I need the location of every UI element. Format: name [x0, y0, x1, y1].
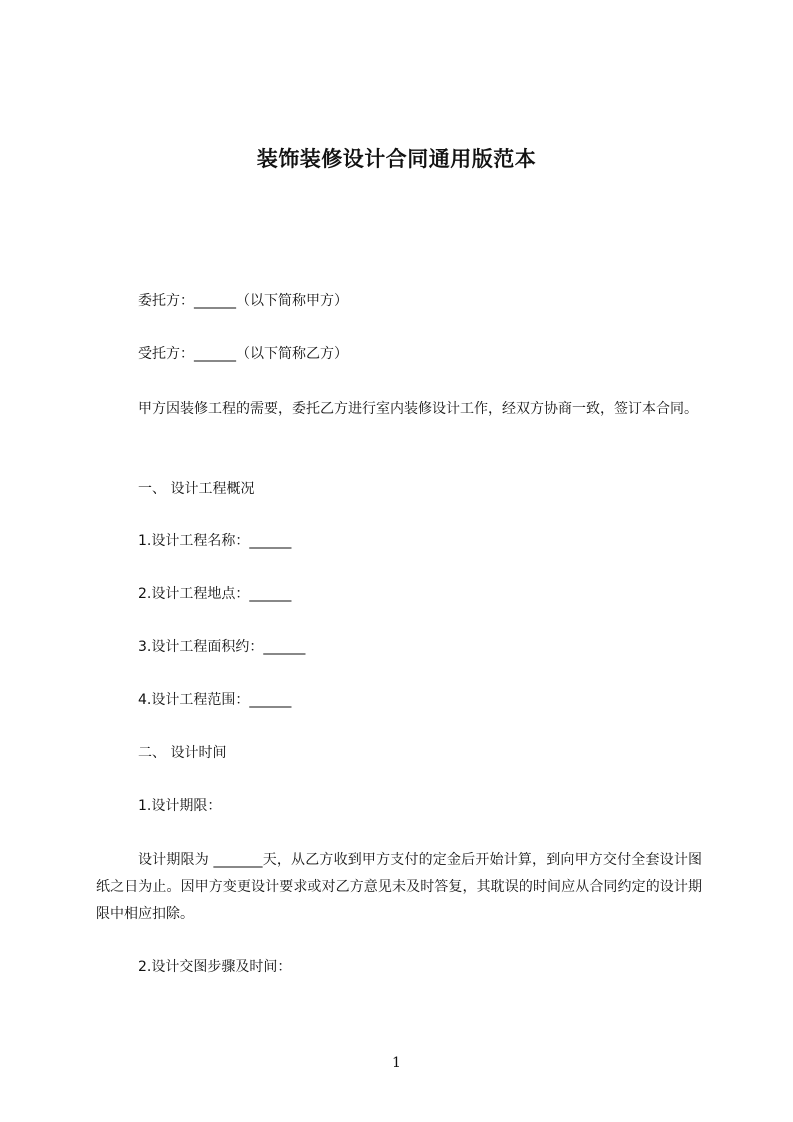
section1-item-area: 3.设计工程面积约：______: [138, 639, 306, 655]
section1-item-location: 2.设计工程地点：______: [138, 586, 292, 602]
client-line: 委托方：______（以下简称甲方）: [138, 293, 348, 309]
section1-heading: 一、 设计工程概况: [138, 481, 255, 497]
section2-heading: 二、 设计时间: [138, 745, 227, 761]
contractor-line: 受托方：______（以下简称乙方）: [138, 346, 348, 362]
section2-item-period: 1.设计期限：: [138, 798, 222, 814]
section2-item-delivery: 2.设计交图步骤及时间：: [138, 959, 292, 975]
intro-paragraph: 甲方因装修工程的需要，委托乙方进行室内装修设计工作，经双方协商一致，签订本合同。: [138, 401, 698, 417]
period-paragraph: 设计期限为 _______天，从乙方收到甲方支付的定金后开始计算，到向甲方交付全套设计图纸之日为止。因甲方变更设计要求或对乙方意见未及时答复，其耽误的时间应从合同约定的设计期限中相应扣除。: [96, 852, 702, 922]
page-number: 1: [392, 1055, 401, 1071]
section1-item-name: 1.设计工程名称：______: [138, 533, 292, 549]
document-title: 装饰装修设计合同通用版范本: [256, 147, 537, 171]
section1-item-scope: 4.设计工程范围：______: [138, 692, 292, 708]
